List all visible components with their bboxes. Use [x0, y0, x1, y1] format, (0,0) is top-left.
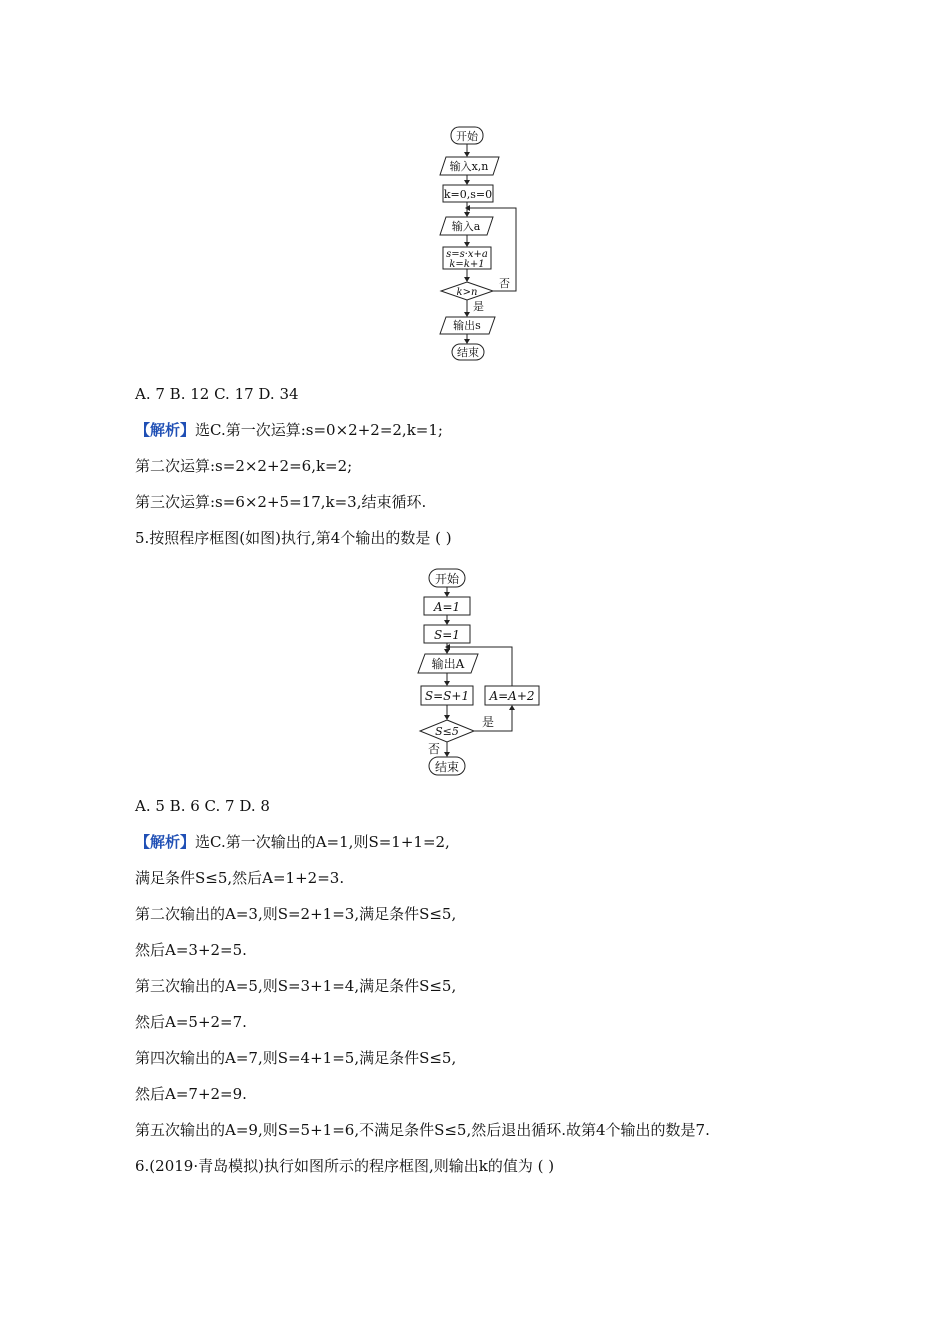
fc1-end-text: 结束: [457, 346, 479, 359]
fc2-no-label: 否: [428, 742, 441, 756]
fc2-init-s-text: S=1: [434, 628, 460, 642]
q5-analysis-1: [135, 832, 450, 852]
fc2-output-text: 输出A: [431, 657, 465, 671]
q5-analysis-7: 第四次输出的A=7,则S=4+1=5,满足条件S≤5,: [135, 1049, 457, 1067]
fc1-input-xn-text: 输入x,n: [449, 160, 489, 173]
q5-analysis-6: 然后A=5+2=7.: [135, 1013, 247, 1031]
q4-options: A. 7 B. 12 C. 17 D. 34: [135, 385, 299, 403]
fc1-condition-text: k>n: [456, 287, 478, 298]
fc2-condition-text: S≤5: [435, 725, 459, 738]
fc1-update-line1: s=s·x+a: [446, 249, 488, 260]
q5-question: 5.按照程序框图(如图)执行,第4个输出的数是 ( ): [135, 529, 452, 547]
fc1-yes-label: 是: [473, 300, 484, 313]
analysis-text: 选C.第一次输出的A=1,则S=1+1=2,: [195, 833, 450, 851]
analysis-tag: 【解析】: [135, 833, 196, 851]
analysis-text: 选C.第一次运算:s=0×2+2=2,k=1;: [195, 421, 443, 439]
q5-analysis-8: 然后A=7+2=9.: [135, 1085, 247, 1103]
q4-analysis-2: 第二次运算:s=2×2+2=6,k=2;: [135, 457, 353, 475]
q6-question: 6.(2019·青岛模拟)执行如图所示的程序框图,则输出k的值为 ( ): [135, 1157, 555, 1175]
fc2-init-a-text: A=1: [433, 600, 461, 614]
fc1-update-line2: k=k+1: [449, 259, 485, 270]
fc1-input-a-text: 输入a: [451, 220, 481, 233]
q5-analysis-4: 然后A=3+2=5.: [135, 941, 247, 959]
fc1-output-text: 输出s: [453, 319, 481, 332]
fc2-update-s-text: S=S+1: [424, 689, 470, 703]
q5-analysis-5: 第三次输出的A=5,则S=3+1=4,满足条件S≤5,: [135, 977, 457, 995]
fc2-end-text: 结束: [434, 760, 460, 774]
q5-analysis-3: 第二次输出的A=3,则S=2+1=3,满足条件S≤5,: [135, 905, 457, 923]
q5-options: A. 5 B. 6 C. 7 D. 8: [135, 797, 270, 815]
fc2-yes-label: 是: [482, 715, 495, 729]
analysis-tag: 【解析】: [135, 421, 196, 439]
fc1-no-label: 否: [499, 277, 510, 290]
q5-analysis-9: 第五次输出的A=9,则S=5+1=6,不满足条件S≤5,然后退出循环.故第4个输出的数是7.: [135, 1121, 710, 1139]
q5-analysis-2: 满足条件S≤5,然后A=1+2=3.: [135, 869, 345, 887]
fc2-update-a-text: A=A+2: [489, 689, 535, 703]
fc1-init-text: k=0,s=0: [443, 188, 493, 201]
q4-analysis-3: 第三次运算:s=6×2+5=17,k=3,结束循环.: [135, 493, 427, 511]
fc1-start-text: 开始: [456, 130, 478, 143]
fc2-start-text: 开始: [434, 572, 460, 586]
